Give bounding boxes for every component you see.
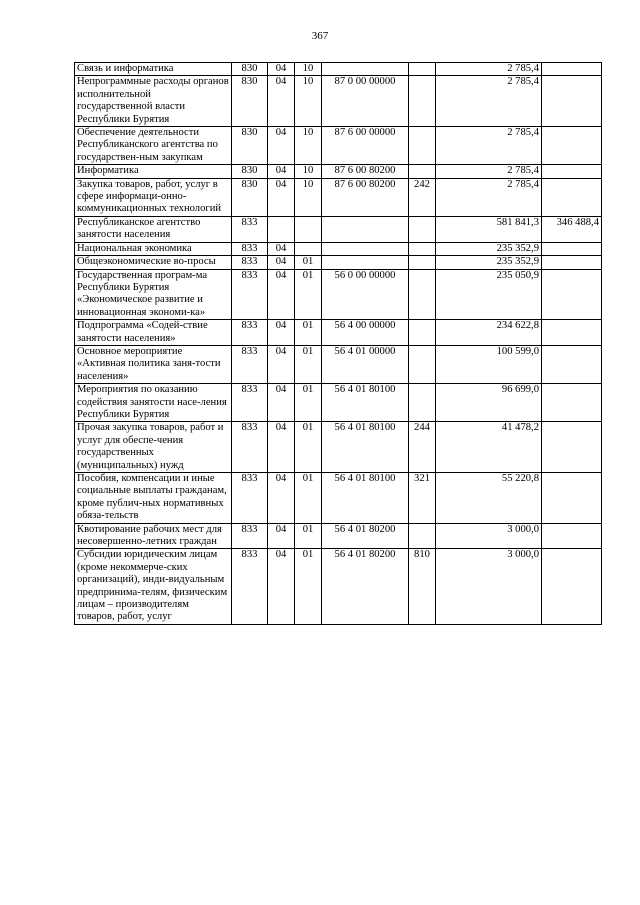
row-amount-cell: 2 785,4 [436,63,542,76]
row-expense-type-cell [409,127,436,165]
page-number: 367 [311,30,329,42]
row-subsection-cell: 10 [295,165,322,178]
row-ministry-code-cell: 830 [232,165,268,178]
row-section-cell: 04 [268,384,295,422]
row-expense-type-cell [409,269,436,320]
row-extra-amount-cell [542,165,602,178]
row-amount-cell: 2 785,4 [436,76,542,127]
row-subsection-cell: 01 [295,384,322,422]
row-subsection-cell: 01 [295,345,322,383]
row-section-cell: 04 [268,63,295,76]
table-row [75,549,602,624]
table-row [75,384,602,422]
row-name-cell: Прочая закупка товаров, работ и услуг для обеспе-чения государственных (муниципальных) нужд [75,422,232,473]
row-extra-amount-cell [542,76,602,127]
row-ministry-code-cell: 830 [232,76,268,127]
table-row [75,256,602,269]
row-expense-type-cell: 242 [409,178,436,216]
row-subsection-cell [295,216,322,242]
row-amount-cell: 100 599,0 [436,345,542,383]
row-extra-amount-cell [542,269,602,320]
row-ministry-code-cell: 833 [232,345,268,383]
row-target-article-cell: 56 4 00 00000 [322,320,409,346]
row-extra-amount-cell [542,345,602,383]
row-subsection-cell: 10 [295,127,322,165]
row-name-cell: Субсидии юридическим лицам (кроме некоммерче-ских организаций), инди-видуальным предпринима-телям, физическим лицам – производителям товаров, работ, услуг [75,549,232,624]
row-subsection-cell: 01 [295,549,322,624]
row-target-article-cell: 87 6 00 00000 [322,127,409,165]
row-section-cell: 04 [268,320,295,346]
row-name-cell: Непрограммные расходы органов исполнительной государственной власти Республики Бурятия [75,76,232,127]
row-section-cell [268,216,295,242]
row-section-cell: 04 [268,242,295,255]
row-amount-cell: 41 478,2 [436,422,542,473]
row-subsection-cell [295,242,322,255]
row-section-cell: 04 [268,473,295,524]
row-expense-type-cell [409,76,436,127]
row-expense-type-cell [409,345,436,383]
row-expense-type-cell [409,384,436,422]
row-amount-cell: 2 785,4 [436,178,542,216]
row-extra-amount-cell [542,178,602,216]
row-name-cell: Подпрограмма «Содей-ствие занятости населения» [75,320,232,346]
row-extra-amount-cell [542,320,602,346]
row-extra-amount-cell [542,422,602,473]
table-row [75,269,602,320]
row-name-cell: Республиканское агентство занятости населения [75,216,232,242]
row-subsection-cell: 01 [295,422,322,473]
table-row [75,216,602,242]
row-amount-cell: 55 220,8 [436,473,542,524]
row-name-cell: Закупка товаров, работ, услуг в сфере информаци-онно-коммуникационных технологий [75,178,232,216]
row-expense-type-cell: 321 [409,473,436,524]
row-extra-amount-cell [542,127,602,165]
row-ministry-code-cell: 833 [232,256,268,269]
row-target-article-cell [322,216,409,242]
row-target-article-cell: 56 4 01 80100 [322,473,409,524]
row-ministry-code-cell: 833 [232,242,268,255]
row-target-article-cell [322,256,409,269]
row-ministry-code-cell: 830 [232,127,268,165]
row-expense-type-cell [409,320,436,346]
row-amount-cell: 235 352,9 [436,242,542,255]
row-name-cell: Общеэкономические во-просы [75,256,232,269]
row-amount-cell: 581 841,3 [436,216,542,242]
row-amount-cell: 96 699,0 [436,384,542,422]
row-ministry-code-cell: 833 [232,269,268,320]
table-row [75,127,602,165]
row-expense-type-cell: 244 [409,422,436,473]
row-name-cell: Государственная програм-ма Республики Бурятия «Экономическое развитие и инновационная экономи-ка» [75,269,232,320]
row-expense-type-cell [409,216,436,242]
row-extra-amount-cell [542,256,602,269]
row-extra-amount-cell: 346 488,4 [542,216,602,242]
row-section-cell: 04 [268,165,295,178]
row-section-cell: 04 [268,422,295,473]
row-name-cell: Обеспечение деятельности Республиканского агентства по государствен-ным закупкам [75,127,232,165]
row-target-article-cell: 87 0 00 00000 [322,76,409,127]
row-name-cell: Квотирование рабочих мест для несовершенно-летних граждан [75,523,232,549]
row-amount-cell: 2 785,4 [436,127,542,165]
row-section-cell: 04 [268,127,295,165]
row-expense-type-cell: 810 [409,549,436,624]
row-extra-amount-cell [542,523,602,549]
table-row [75,242,602,255]
row-extra-amount-cell [542,384,602,422]
row-target-article-cell [322,63,409,76]
row-amount-cell: 235 352,9 [436,256,542,269]
table-row [75,165,602,178]
row-name-cell: Мероприятия по оказанию содействия занятости насе-ления Республики Бурятия [75,384,232,422]
row-ministry-code-cell: 833 [232,549,268,624]
table-row [75,178,602,216]
table-row [75,63,602,76]
row-subsection-cell: 01 [295,523,322,549]
row-ministry-code-cell: 833 [232,216,268,242]
row-amount-cell: 234 622,8 [436,320,542,346]
row-subsection-cell: 01 [295,320,322,346]
table-row [75,76,602,127]
row-section-cell: 04 [268,76,295,127]
table-row [75,422,602,473]
row-ministry-code-cell: 833 [232,384,268,422]
row-ministry-code-cell: 833 [232,422,268,473]
row-target-article-cell: 56 4 01 80200 [322,523,409,549]
row-name-cell: Связь и информатика [75,63,232,76]
row-name-cell: Национальная экономика [75,242,232,255]
row-section-cell: 04 [268,269,295,320]
row-ministry-code-cell: 833 [232,320,268,346]
row-expense-type-cell [409,523,436,549]
row-amount-cell: 235 050,9 [436,269,542,320]
row-target-article-cell: 56 4 01 80200 [322,549,409,624]
row-subsection-cell: 01 [295,473,322,524]
row-extra-amount-cell [542,63,602,76]
row-ministry-code-cell: 830 [232,63,268,76]
row-extra-amount-cell [542,473,602,524]
row-expense-type-cell [409,242,436,255]
row-extra-amount-cell [542,242,602,255]
row-amount-cell: 3 000,0 [436,523,542,549]
row-target-article-cell [322,242,409,255]
row-section-cell: 04 [268,549,295,624]
row-extra-amount-cell [542,549,602,624]
row-target-article-cell: 56 4 01 80100 [322,384,409,422]
row-section-cell: 04 [268,345,295,383]
row-name-cell: Основное мероприятие «Активная политика заня-тости населения» [75,345,232,383]
row-expense-type-cell [409,256,436,269]
row-target-article-cell: 87 6 00 80200 [322,165,409,178]
row-target-article-cell: 56 0 00 00000 [322,269,409,320]
row-target-article-cell: 56 4 01 00000 [322,345,409,383]
row-subsection-cell: 10 [295,63,322,76]
row-ministry-code-cell: 833 [232,523,268,549]
table-row [75,473,602,524]
budget-table-body [75,63,602,625]
row-section-cell: 04 [268,256,295,269]
row-expense-type-cell [409,165,436,178]
row-ministry-code-cell: 830 [232,178,268,216]
row-subsection-cell: 01 [295,256,322,269]
row-target-article-cell: 56 4 01 80100 [322,422,409,473]
row-target-article-cell: 87 6 00 80200 [322,178,409,216]
table-row [75,345,602,383]
row-amount-cell: 2 785,4 [436,165,542,178]
row-name-cell: Пособия, компенсации и иные социальные выплаты гражданам, кроме публич-ных нормативных обяза-тельств [75,473,232,524]
row-subsection-cell: 01 [295,269,322,320]
row-subsection-cell: 10 [295,76,322,127]
budget-table [74,62,602,625]
row-section-cell: 04 [268,523,295,549]
table-row [75,320,602,346]
table-row [75,523,602,549]
row-expense-type-cell [409,63,436,76]
row-section-cell: 04 [268,178,295,216]
row-amount-cell: 3 000,0 [436,549,542,624]
row-ministry-code-cell: 833 [232,473,268,524]
row-subsection-cell: 10 [295,178,322,216]
row-name-cell: Информатика [75,165,232,178]
